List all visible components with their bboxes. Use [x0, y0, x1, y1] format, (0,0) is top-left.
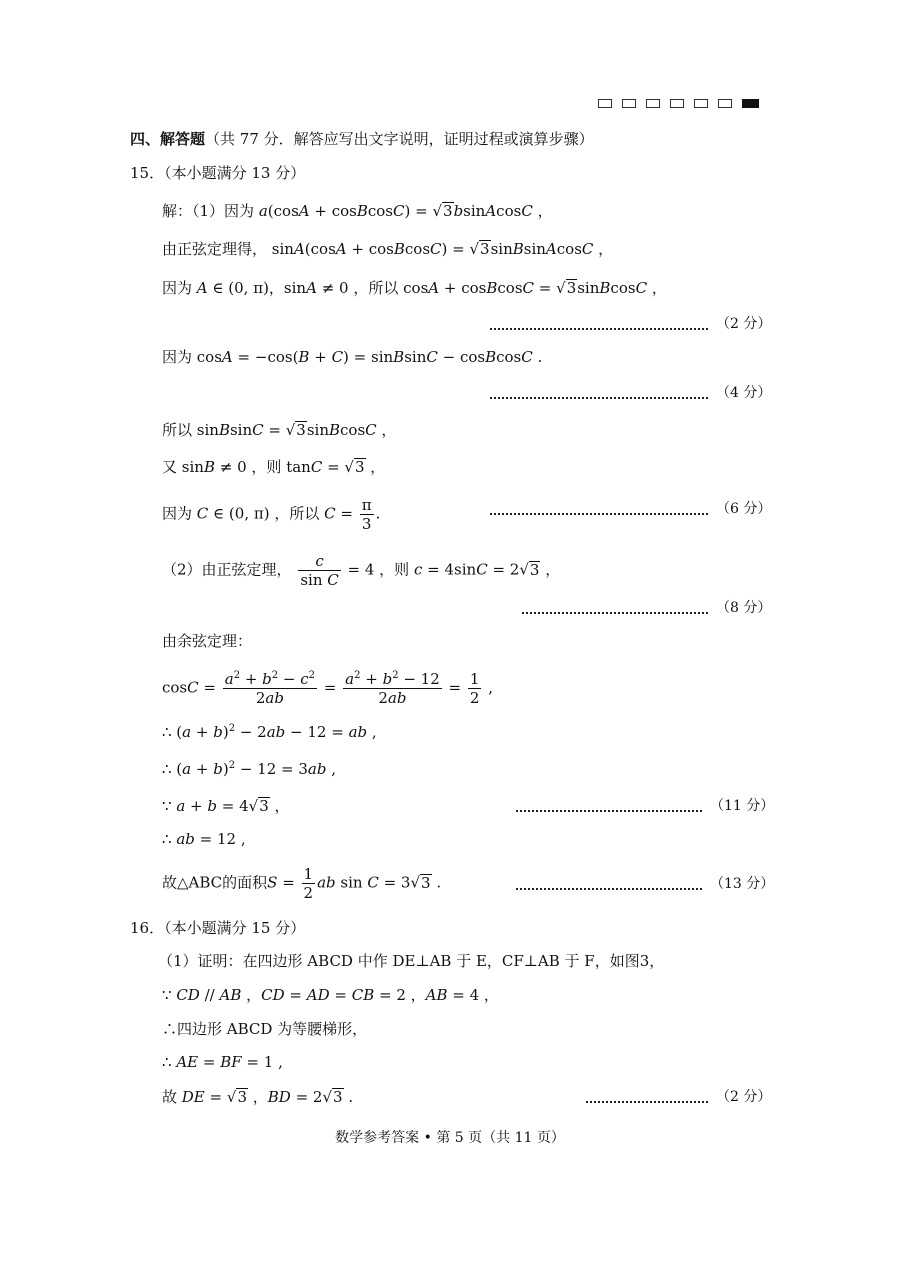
- q15-line-11: ∵ a + b = 4√3 ，: [162, 797, 290, 815]
- page-indicator: [598, 99, 759, 108]
- q15-line-9: ∴ $(a + b)^2 - 2ab - 12$ = ab ,: [162, 723, 377, 741]
- q15-cosine-formula: cosC = $\frac{a^2 + b^2 - c^2}{2ab}$ = $\frac{a^2 + b^2 - 12}{2ab}$ = $\frac{1}{2}$ ,: [162, 670, 493, 707]
- page-marker: [598, 99, 612, 108]
- page-footer: 数学参考答案 • 第 5 页（共 11 页）: [335, 1130, 565, 1146]
- score-8: （8 分）: [522, 598, 771, 618]
- q15-area: 故△ABC的面积S = $\frac{1}{2}$ ab sin C = 3√3 .: [162, 865, 442, 902]
- q15-line-3: 因为 A ∈ (0, π)，sinA ≠ 0 ，所以 cosA + cosBcosC = √3sinBcosC ，: [162, 279, 667, 297]
- q15-cosine-intro: 由余弦定理：: [162, 632, 253, 650]
- q15-line-6: 又 sinB ≠ 0 ，则 tanC = √3 ，: [162, 458, 386, 476]
- page-marker: [670, 99, 684, 108]
- q15-line-1: 解：（1）因为 a(cosA + cosBcosC) = √3bsinAcosC ，: [162, 202, 553, 220]
- page-marker: [718, 99, 732, 108]
- q15-line-10: ∴ $(a + b)^2 - 12 = 3ab$ ,: [162, 760, 337, 778]
- page-marker: [694, 99, 708, 108]
- q16-line-4: ∴ AE = BF = 1 ,: [162, 1053, 283, 1071]
- q15-header: 15．（本小题满分 13 分）: [130, 164, 306, 182]
- q15-line-7: 因为 C ∈ (0, π) ，所以 C = $\frac{\pi}{3}$ .: [162, 496, 381, 533]
- q16-line-2: ∵ CD // AB ，CD = AD = CB = 2 ，AB = 4 ，: [162, 986, 499, 1004]
- q16-line-5: 故 DE = √3 ，BD = 2√3 .: [162, 1088, 354, 1106]
- score-6: （6 分）: [490, 499, 771, 519]
- q15-line-12: ∴ ab = 12 ,: [162, 830, 246, 848]
- score-4: （4 分）: [490, 383, 771, 403]
- q15-part2: （2）由正弦定理， $\frac{c}{\text{sin C}}$ = 4 ，则 c = 4sinC = 2√3 ，: [162, 552, 561, 589]
- q15-line-2: 由正弦定理得， sinA(cosA + cosBcosC) = √3sinBsinAcosC ，: [162, 240, 614, 258]
- q15-line-4: 因为 cosA = −cos(B + C) = sinBsinC − cosBcosC .: [162, 348, 543, 366]
- score-2: （2 分）: [490, 314, 771, 334]
- q16-line-3: ∴四边形 ABCD 为等腰梯形，: [162, 1020, 368, 1038]
- page-marker: [646, 99, 660, 108]
- page-marker: [622, 99, 636, 108]
- score-2b: （2 分）: [586, 1087, 771, 1107]
- q15-line-5: 所以 sinBsinC = √3sinBcosC ，: [162, 421, 397, 439]
- q16-header: 16．（本小题满分 15 分）: [130, 919, 306, 937]
- page-marker-active: [742, 99, 759, 108]
- score-11: （11 分）: [516, 796, 774, 816]
- section-title: 四、解答题（共 77 分．解答应写出文字说明，证明过程或演算步骤）: [130, 130, 594, 148]
- q16-line-1: （1）证明：在四边形 ABCD 中作 DE⊥AB 于 E，CF⊥AB 于 F，如图3，: [158, 952, 665, 970]
- score-13: （13 分）: [516, 874, 774, 894]
